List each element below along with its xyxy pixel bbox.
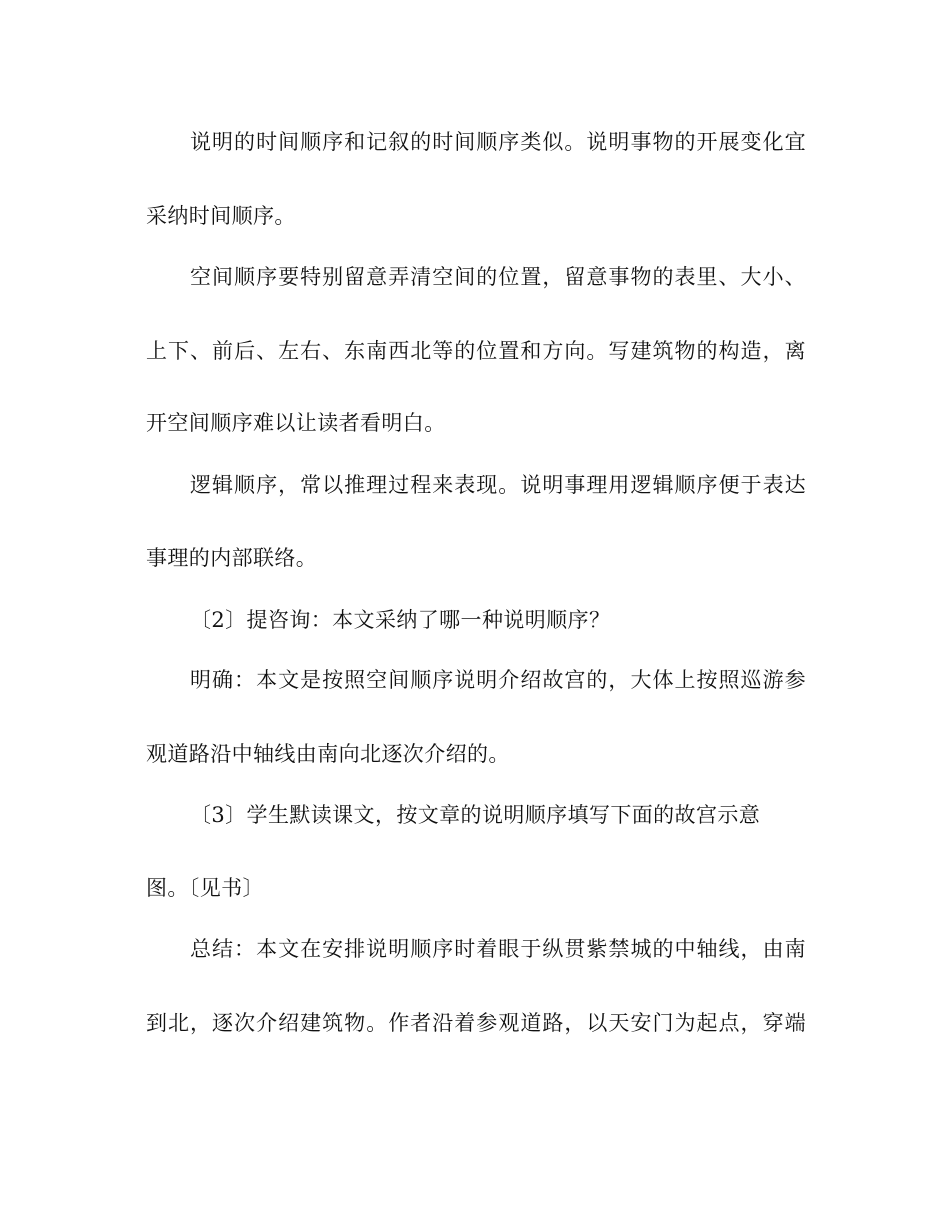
- paragraph-line: 逻辑顺序，常以推理过程来表现。说明事理用逻辑顺序便于表达: [190, 473, 806, 497]
- paragraph-line: 明确：本文是按照空间顺序说明介绍故宫的，大体上按照巡游参: [190, 668, 806, 692]
- question-line: 〔2〕提咨询：本文采纳了哪一种说明顺序？: [190, 608, 611, 632]
- paragraph-line: 空间顺序要特别留意弄清空间的位置，留意事物的表里、大小、: [190, 265, 806, 289]
- paragraph-line: 上下、前后、左右、东南西北等的位置和方向。写建筑物的构造，离: [146, 339, 806, 363]
- paragraph-line: 图。〔见书〕: [146, 876, 264, 900]
- paragraph-line: 说明的时间顺序和记叙的时间顺序类似。说明事物的开展变化宜: [190, 130, 806, 154]
- paragraph-line: 总结：本文在安排说明顺序时着眼于纵贯紫禁城的中轴线，由南: [190, 937, 806, 961]
- paragraph-line: 事理的内部联络。: [146, 546, 318, 570]
- paragraph-line: 观道路沿中轴线由南向北逐次介绍的。: [146, 742, 510, 766]
- paragraph-line: 采纳时间顺序。: [146, 204, 296, 228]
- paragraph-line: 开空间顺序难以让读者看明白。: [146, 411, 446, 435]
- paragraph-line: 到北，逐次介绍建筑物。作者沿着参观道路，以天安门为起点，穿端: [146, 1011, 806, 1035]
- paragraph-line: 〔3〕学生默读课文，按文章的说明顺序填写下面的故宫示意: [190, 803, 761, 827]
